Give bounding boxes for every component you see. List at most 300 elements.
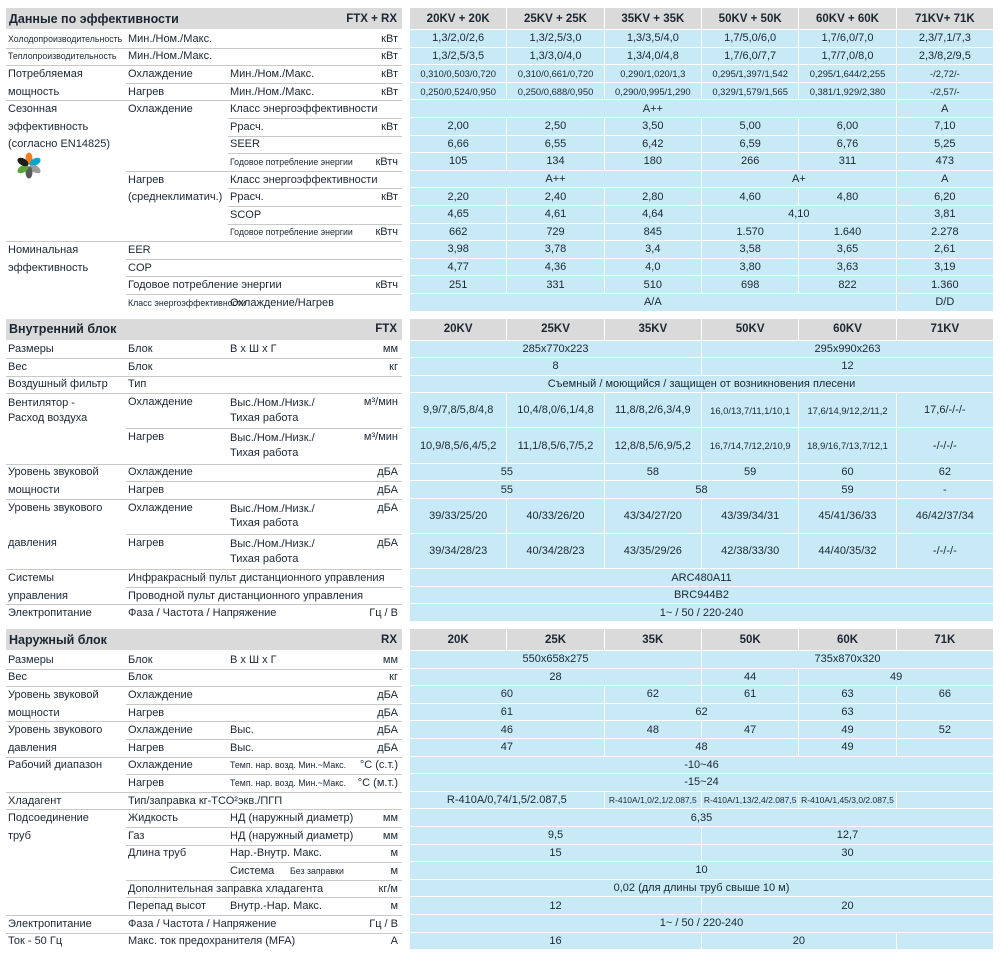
unit-label: м [390, 900, 398, 913]
row-label-2: Блок [128, 360, 153, 373]
spec-cell: 1,7/6,0/7,7 [702, 48, 798, 66]
column-gap [402, 933, 410, 951]
spec-row [6, 276, 993, 294]
row-label-1: Электропитание [8, 607, 92, 620]
spec-cell: 9,5 [410, 827, 701, 845]
spec-cell: 40/33/26/20 [507, 499, 603, 534]
column-header: 20KV [410, 319, 506, 340]
row-labels [6, 118, 402, 136]
row-label-2: Инфракрасный пульт дистанционного управления [128, 572, 385, 585]
column-gap [402, 376, 410, 394]
column-gap [402, 686, 410, 704]
spec-cell: 39/34/28/23 [410, 534, 506, 569]
row-label-3: Класс энергоэффективности [230, 173, 378, 186]
row-divider [6, 376, 126, 377]
spec-row [6, 704, 993, 722]
spec-row [6, 464, 993, 482]
row-label-3: Класс энергоэффективности [230, 103, 378, 116]
column-header: 60KV + 60K [799, 8, 895, 29]
spec-cell: A++ [410, 171, 701, 189]
spec-cell: A [897, 171, 993, 189]
column-gap [402, 241, 410, 259]
column-gap [402, 569, 410, 587]
row-label-2: (среднеклиматич.) [128, 191, 223, 204]
row-label-2: Нагрев [128, 484, 165, 497]
spec-row [6, 757, 993, 775]
row-label-3: Выс. [230, 741, 254, 754]
section-header [6, 629, 993, 650]
row-label-1: Вес [8, 671, 27, 684]
column-gap [402, 587, 410, 605]
column-headers [410, 629, 993, 650]
spec-row [6, 686, 993, 704]
spec-cell: ARC480A11 [410, 569, 993, 587]
spec-cell: 17,6/14,9/12,2/11,2 [799, 393, 895, 428]
spec-cell: 63 [799, 704, 895, 722]
column-gap [402, 188, 410, 206]
row-values [410, 428, 993, 463]
spec-cell: 735x870x320 [702, 651, 993, 669]
spec-cell: 12 [702, 358, 993, 376]
spec-cell: 3,50 [605, 118, 701, 136]
column-gap [402, 604, 410, 622]
spec-cell: 48 [605, 739, 799, 757]
spec-cell: 1,7/5,0/6,0 [702, 30, 798, 48]
spec-row [6, 428, 993, 463]
row-label-2: Макс. ток предохранителя (MFA) [128, 935, 296, 948]
spec-cell: 58 [605, 481, 799, 499]
row-label-2: Тип/заправка кг-ТСО²экв./ПГП [128, 794, 283, 807]
row-label-2: Мин./Ном./Макс. [128, 32, 213, 45]
row-label-3: Выс./Ном./Низк./ Тихая работа [230, 538, 315, 565]
spec-cell: 3,80 [702, 259, 798, 277]
spec-cell: 1,7/6,0/7,0 [799, 30, 895, 48]
spec-row [6, 206, 993, 224]
unit-label: мм [382, 653, 398, 666]
column-header: 50K [702, 629, 798, 650]
unit-label: кВтч [375, 226, 398, 239]
column-header: 71K [897, 629, 993, 650]
row-divider [228, 153, 402, 154]
spec-cell: 6,59 [702, 136, 798, 154]
spec-cell: 1,3/3,0/4,0 [507, 48, 603, 66]
column-gap [402, 30, 410, 48]
spec-cell: 845 [605, 224, 701, 242]
row-divider [126, 481, 228, 482]
spec-row [6, 83, 993, 101]
row-divider [126, 499, 228, 500]
spec-cell: 2,3/8,2/9,5 [897, 48, 993, 66]
spec-cell [897, 704, 993, 722]
spec-row [6, 587, 993, 605]
spec-cell: 3,98 [410, 241, 506, 259]
row-values [410, 669, 993, 687]
spec-cell: 3,78 [507, 241, 603, 259]
row-values [410, 704, 993, 722]
spec-cell: 1~ / 50 / 220-240 [410, 604, 993, 622]
row-label-1: Вентилятор - Расход воздуха [8, 397, 88, 424]
row-labels [6, 100, 402, 118]
row-divider [228, 862, 402, 863]
row-values [410, 862, 993, 880]
unit-label: кг [389, 360, 398, 373]
spec-cell: 62 [897, 464, 993, 482]
spec-cell: 822 [799, 276, 895, 294]
spec-cell: 10,9/8,5/6,4/5,2 [410, 428, 506, 463]
spec-cell: 0,250/0,524/0,950 [410, 83, 506, 101]
spec-cell: 0,295/1,397/1,542 [702, 65, 798, 83]
spec-cell: 1.640 [799, 224, 895, 242]
section-title-bar [6, 629, 402, 650]
spec-cell: D/D [897, 294, 993, 312]
spec-row [6, 534, 993, 569]
column-gap [402, 48, 410, 66]
row-values [410, 341, 993, 359]
column-gap [402, 8, 410, 29]
row-label-1: мощности [8, 706, 60, 719]
unit-label: дБА [377, 688, 398, 701]
row-values [410, 259, 993, 277]
spec-cell: 61 [702, 686, 798, 704]
row-values [410, 897, 993, 915]
row-divider [126, 880, 228, 881]
spec-cell: 2,00 [410, 118, 506, 136]
spec-cell: 47 [702, 721, 798, 739]
row-divider [126, 587, 228, 588]
column-gap [402, 83, 410, 101]
row-values [410, 686, 993, 704]
row-divider [228, 774, 402, 775]
spec-table [6, 8, 993, 957]
unit-label: дБА [377, 501, 398, 514]
row-labels [6, 376, 402, 394]
column-gap [402, 341, 410, 359]
spec-cell: 43/35/29/26 [605, 534, 701, 569]
row-label-1: Потребляемая [8, 67, 83, 80]
row-labels [6, 188, 402, 206]
column-header: 20K [410, 629, 506, 650]
spec-cell: 15 [410, 845, 701, 863]
spec-cell: 295x990x263 [702, 341, 993, 359]
spec-cell: 0,329/1,579/1,565 [702, 83, 798, 101]
unit-label: Гц / В [369, 917, 398, 930]
spec-cell: 60 [410, 686, 604, 704]
unit-label: мм [382, 812, 398, 825]
spec-cell: 2,3/7,1/7,3 [897, 30, 993, 48]
spec-cell: 12 [410, 897, 701, 915]
column-gap [402, 276, 410, 294]
spec-cell: A [897, 100, 993, 118]
spec-cell: 3,63 [799, 259, 895, 277]
row-labels [6, 65, 402, 83]
row-label-1: мощность [8, 85, 60, 98]
row-label-1: Рабочий диапазон [8, 759, 103, 772]
row-values [410, 118, 993, 136]
spec-cell: 6,00 [799, 118, 895, 136]
row-labels [6, 774, 402, 792]
row-labels [6, 809, 402, 827]
row-label-2: Нагрев [128, 706, 165, 719]
unit-label: кг/м [378, 882, 398, 895]
row-label-2: Блок [128, 671, 153, 684]
spec-row [6, 241, 993, 259]
row-values [410, 933, 993, 951]
spec-cell: 2,50 [507, 118, 603, 136]
row-values [410, 827, 993, 845]
row-divider [228, 358, 402, 359]
row-labels [6, 862, 402, 880]
model-series-label: RX [381, 633, 397, 646]
spec-cell: 11,8/8,2/6,3/4,9 [605, 393, 701, 428]
row-values [410, 100, 993, 118]
row-label-1: давления [8, 537, 57, 550]
row-divider [6, 358, 126, 359]
row-label-1: Уровень звукового [8, 501, 103, 514]
row-divider [126, 721, 228, 722]
row-divider [6, 757, 126, 758]
row-labels [6, 153, 402, 171]
column-gap [402, 915, 410, 933]
spec-cell: R-410A/1,0/2,1/2.087,5 [605, 792, 701, 810]
section-title: Данные по эффективности [9, 11, 179, 26]
spec-cell: 1,3/3,5/4,0 [605, 30, 701, 48]
row-divider [228, 704, 402, 705]
unit-label: кВт [381, 85, 398, 98]
spec-row [6, 358, 993, 376]
row-label-1: Электропитание [8, 917, 92, 930]
row-label-3: Ррасч. [230, 120, 264, 133]
spec-cell [897, 792, 993, 810]
spec-cell: 550x658x275 [410, 651, 701, 669]
row-label-3: Выс./Ном./Низк./ Тихая работа [230, 432, 315, 459]
spec-row [6, 393, 993, 428]
row-label-2: Проводной пульт дистанционного управления [128, 589, 364, 602]
spec-row [6, 739, 993, 757]
row-labels [6, 686, 402, 704]
column-header: 60K [799, 629, 895, 650]
unit-label: °C (с.т.) [359, 759, 398, 772]
row-labels [6, 587, 402, 605]
row-divider [228, 118, 402, 119]
unit-label: кВтч [375, 155, 398, 168]
spec-cell: 4,80 [799, 188, 895, 206]
unit-label: дБА [377, 706, 398, 719]
row-divider [6, 499, 126, 500]
row-divider [6, 669, 126, 670]
row-labels [6, 880, 402, 898]
section-efficiency [6, 8, 993, 312]
spec-cell: 6,35 [410, 809, 993, 827]
row-divider [228, 100, 402, 101]
spec-cell: R-410A/1,45/3,0/2.087,5 [799, 792, 895, 810]
column-gap [402, 118, 410, 136]
row-label-1: Теплопроизводительность [8, 51, 117, 62]
spec-row [6, 136, 993, 154]
spec-cell: 5,00 [702, 118, 798, 136]
row-labels [6, 136, 402, 154]
row-label-3: НД (наружный диаметр) [230, 812, 354, 825]
row-values [410, 224, 993, 242]
row-label-3: Нар.-Внутр. Макс. [230, 847, 322, 860]
row-values [410, 651, 993, 669]
row-divider [126, 376, 228, 377]
column-gap [402, 757, 410, 775]
row-divider [126, 464, 228, 465]
spec-cell: 52 [897, 721, 993, 739]
spec-cell: 729 [507, 224, 603, 242]
spec-cell: 16 [410, 933, 701, 951]
spec-cell: A/A [410, 294, 896, 312]
spec-cell: 4,60 [702, 188, 798, 206]
spec-cell: 0,02 (для длины труб свыше 10 м) [410, 880, 993, 898]
spec-cell: 7,10 [897, 118, 993, 136]
row-divider [126, 276, 228, 277]
column-gap [402, 809, 410, 827]
seasonal-efficiency-flower-icon [14, 151, 42, 179]
row-values [410, 481, 993, 499]
row-label-2: Нагрев [128, 741, 165, 754]
column-header: 35KV + 35K [605, 8, 701, 29]
spec-cell: 1.360 [897, 276, 993, 294]
row-values [410, 48, 993, 66]
row-divider [126, 241, 228, 242]
row-label-1: Сезонная [8, 103, 58, 116]
spec-cell: 49 [799, 721, 895, 739]
spec-cell: 44 [702, 669, 798, 687]
spec-cell: 3,58 [702, 241, 798, 259]
row-label-2: Охлаждение [128, 396, 193, 409]
spec-cell: 62 [605, 704, 799, 722]
spec-cell: 39/33/25/20 [410, 499, 506, 534]
row-label-3: В х Ш х Г [230, 343, 277, 356]
column-headers [410, 8, 993, 29]
row-divider [6, 569, 126, 570]
row-values [410, 30, 993, 48]
spec-cell: 510 [605, 276, 701, 294]
row-divider [126, 669, 228, 670]
spec-cell: 0,295/1,644/2,255 [799, 65, 895, 83]
unit-label: Гц / В [369, 607, 398, 620]
row-divider [126, 604, 228, 605]
row-divider [228, 171, 402, 172]
spec-cell: 8 [410, 358, 701, 376]
spec-cell: 0,381/1,929/2,380 [799, 83, 895, 101]
spec-cell: 18,9/16,7/13,7/12,1 [799, 428, 895, 463]
spec-cell: 0,310/0,503/0,720 [410, 65, 506, 83]
spec-cell: -15~24 [410, 774, 993, 792]
spec-row [6, 65, 993, 83]
row-divider [6, 393, 126, 394]
row-labels [6, 651, 402, 669]
column-gap [402, 153, 410, 171]
spec-cell: 105 [410, 153, 506, 171]
row-divider [6, 792, 126, 793]
spec-cell: 9,9/7,8/5,8/4,8 [410, 393, 506, 428]
spec-cell: - [897, 481, 993, 499]
row-label-2: Годовое потребление энергии [128, 279, 282, 292]
spec-row [6, 774, 993, 792]
spec-cell: 6,20 [897, 188, 993, 206]
unit-label: кг [389, 671, 398, 684]
spec-cell: 46/42/37/34 [897, 499, 993, 534]
column-gap [402, 393, 410, 428]
row-labels [6, 171, 402, 189]
column-gap [402, 499, 410, 534]
column-header: 50KV [702, 319, 798, 340]
row-divider [6, 241, 126, 242]
column-gap [402, 721, 410, 739]
column-header: 60KV [799, 319, 895, 340]
unit-label: дБА [377, 537, 398, 550]
spec-cell: 4,77 [410, 259, 506, 277]
column-gap [402, 319, 410, 340]
spec-cell: 4,64 [605, 206, 701, 224]
spec-cell: 2,80 [605, 188, 701, 206]
spec-cell: 12,7 [702, 827, 993, 845]
row-values [410, 358, 993, 376]
unit-label: кВт [381, 191, 398, 204]
spec-row [6, 294, 993, 312]
row-divider [228, 294, 402, 295]
spec-cell: 3,81 [897, 206, 993, 224]
column-header: 20KV + 20K [410, 8, 506, 29]
row-values [410, 83, 993, 101]
unit-label: дБА [377, 466, 398, 479]
spec-row [6, 259, 993, 277]
spec-row [6, 376, 993, 394]
row-divider [126, 428, 228, 429]
row-values [410, 276, 993, 294]
model-series-label: FTX [375, 323, 397, 335]
spec-cell: 311 [799, 153, 895, 171]
unit-label: А [390, 935, 398, 948]
spec-cell: 47 [410, 739, 604, 757]
spec-cell: 11,1/8,5/6,7/5,2 [507, 428, 603, 463]
spec-cell: 3,19 [897, 259, 993, 277]
spec-cell: 1,3/4,0/4,8 [605, 48, 701, 66]
row-label-3: Выс./Ном./Низк./ Тихая работа [230, 502, 315, 530]
spec-row [6, 880, 993, 898]
row-label-2: Класс энергоэффективности [128, 297, 246, 308]
row-values [410, 136, 993, 154]
spec-row [6, 188, 993, 206]
row-label-1: Размеры [8, 653, 54, 666]
row-label-1: Холодопроизводительность [8, 33, 123, 44]
spec-row [6, 845, 993, 863]
row-labels [6, 704, 402, 722]
row-divider [126, 534, 228, 535]
row-label-2: Тип [128, 378, 147, 391]
row-label-2: Охлаждение [128, 466, 193, 479]
spec-cell: 0,310/0,661/0,720 [507, 65, 603, 83]
unit-label: м³/мин [363, 396, 398, 409]
spec-cell: R-410A/1,13/2,4/2.087,5 [702, 792, 798, 810]
spec-cell: 55 [410, 481, 604, 499]
spec-cell: 28 [410, 669, 701, 687]
row-divider [6, 464, 126, 465]
row-labels [6, 30, 402, 48]
row-label-2: EER [128, 243, 151, 256]
spec-cell: 66 [897, 686, 993, 704]
spec-cell: 3,65 [799, 241, 895, 259]
spec-cell: 4,61 [507, 206, 603, 224]
spec-row [6, 721, 993, 739]
row-labels [6, 259, 402, 277]
model-series-label: FTX + RX [346, 12, 397, 25]
spec-cell: 60 [799, 464, 895, 482]
unit-label: кВтч [375, 279, 398, 292]
row-labels [6, 604, 402, 622]
